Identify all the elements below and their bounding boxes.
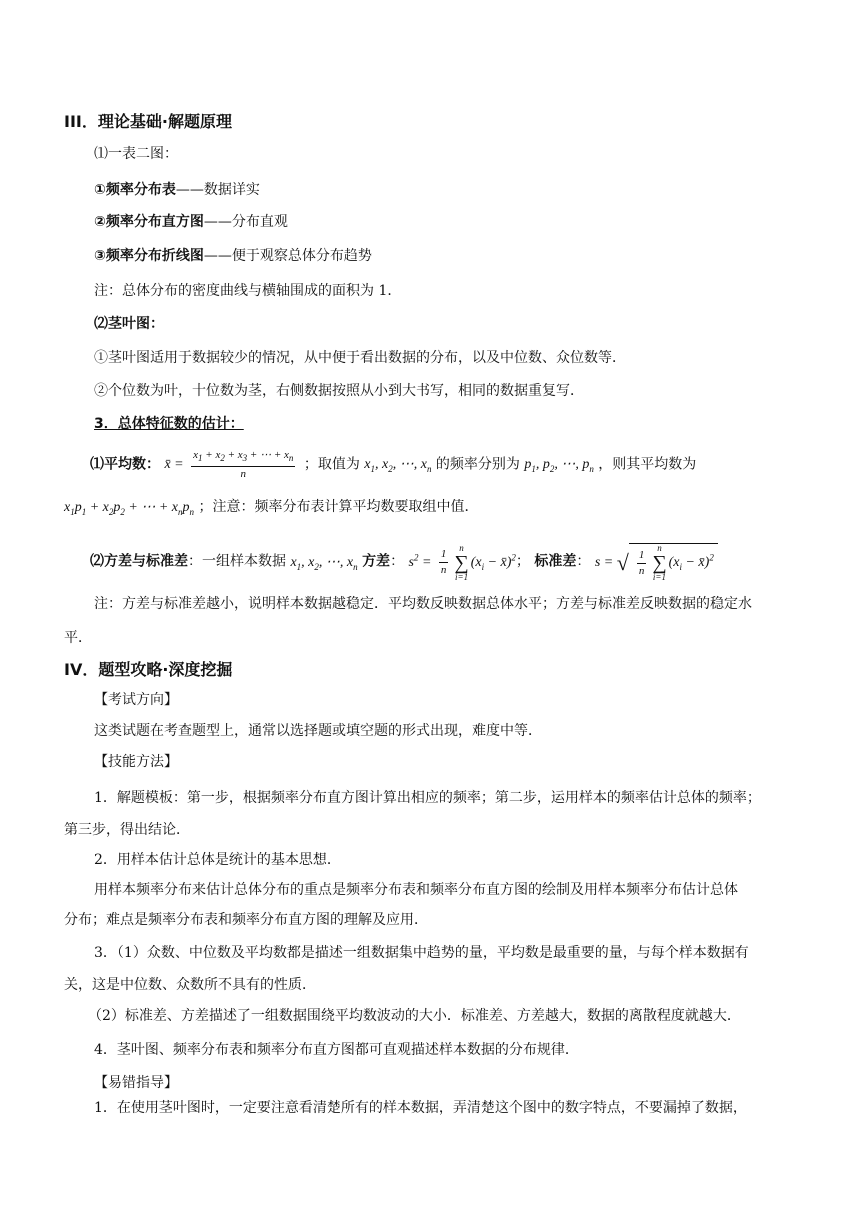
formula-mean: x̄ = $\frac{x_1 + x_2 + x_3 + \cdots + x_n}{n}$ [164,449,294,481]
note-density-curve: 注：总体分布的密度曲线与横轴围成的面积为 1． [94,283,402,299]
method-4-line-2: 关，这是中位数、众数所不具有的性质． [64,977,316,993]
method-1-line-1: 1．解题模板：第一步，根据频率分布直方图计算出相应的频率；第二步，运用样本的频率估计总体的频率； [94,790,761,806]
paragraph-histogram [94,212,288,232]
term-mean: ⑴平均数： [90,456,160,473]
paragraph-polygon [94,246,372,266]
term-polygon: ③频率分布折线图 [94,248,204,264]
formula-values: $x_1$, $x_2$, ⋯, $x_n$ [364,457,432,475]
paragraph-freq-table [94,180,260,200]
mean-text-1: ；取值为 [303,456,360,473]
paragraph-mean [90,448,696,482]
term-freq-table: ①频率分布表 [94,182,176,198]
paragraph-mean-cont [64,497,478,522]
method-4-line-1: 3．（1）众数、中位数及平均数都是描述一组数据集中趋势的量，平均数是最重要的量，与每个样本数据有 [94,945,749,961]
desc-polygon: ——便于观察总体分布趋势 [203,248,372,264]
note-variance-1: 注：方差与标准差越小，说明样本数据越稳定．平均数反映数据总体水平；方差与标准差反映数据的稳定水 [94,596,752,612]
paragraph-table-two-charts: ⑴一表二图： [94,146,178,162]
method-2: 2．用样本估计总体是统计的基本思想． [94,852,341,868]
term-variance-sd: ⑵方差与标准差 [90,553,188,570]
method-5: （2）标准差、方差描述了一组数据围绕平均数波动的大小．标准差、方差越大，数据的离散程度就越大． [88,1008,741,1024]
formula-weighted-sum: $x_1p_1 + x_2p_2$ + ⋯ + $x_np_n$ [64,500,194,517]
paragraph-variance: ⑵方差与标准差：一组样本数据 $x_1$, $x_2$, ⋯, $x_n$ 方差： $s^2$ = $\frac{1}{n}$ n ∑ $i=1(x_i$ − x̄)$^2$； 标准差： s = √ $\frac{1}{n}$ n ∑ $i=1(x_i$ − x̄)$^2$ [90,543,718,582]
mean-text-2: 的频率分别为 [435,456,520,473]
method-1-line-2: 第三步，得出结论． [64,822,190,838]
heading-error-guide: 【易错指导】 [94,1075,178,1091]
section-4-title: IV．题型攻略·深度挖掘 [64,660,233,679]
desc-freq-table: ——数据详实 [175,182,260,198]
subheading-feature-estimate: 3．总体特征数的估计： [94,416,244,432]
heading-skill-method: 【技能方法】 [94,754,178,770]
variance-text-1: ：一组样本数据 [188,553,286,570]
formula-sample: $x_1$, $x_2$, ⋯, $x_n$ [290,554,358,572]
text-exam-direction: 这类试题在考查题型上，通常以选择题或填空题的形式出现，难度中等． [94,723,542,739]
desc-histogram: ——分布直观 [203,214,288,230]
formula-variance: $s^2$ = $\frac{1}{n}$ n ∑ $i=1(x_i$ − x̄)$^2$ [408,542,516,582]
formula-sd: s = √ $\frac{1}{n}$ n ∑ $i=1(x_i$ − x̄)$^2$ [595,555,718,570]
paragraph-stem-leaf-2: ②个位数为叶，十位数为茎，右侧数据按照从小到大书写，相同的数据重复写． [94,383,584,399]
term-sd: 标准差 [534,553,577,570]
method-6: 4．茎叶图、频率分布表和频率分布直方图都可直观描述样本数据的分布规律． [94,1042,579,1058]
term-histogram: ②频率分布直方图 [94,214,204,230]
method-3-line-1: 用样本频率分布来估计总体分布的重点是频率分布表和频率分布直方图的绘制及用样本频率分布估计总体 [94,882,738,898]
section-3-title: III．理论基础·解题原理 [64,112,232,131]
formula-probabilities: $p_1$, $p_2$, ⋯, $p_n$ [524,457,594,475]
note-variance-2: 平． [64,630,92,646]
paragraph-stem-leaf-1: ①茎叶图适用于数据较少的情况，从中便于看出数据的分布，以及中位数、众位数等． [94,350,626,366]
paragraph-stem-leaf-title: ⑵茎叶图： [94,316,164,332]
error-guide-1: 1．在使用茎叶图时，一定要注意看清楚所有的样本数据，弄清楚这个图中的数字特点，不要漏掉了数据， [94,1100,747,1116]
heading-exam-direction: 【考试方向】 [94,692,178,708]
mean-text-4: ；注意：频率分布表计算平均数要取组中值． [198,499,479,515]
method-3-line-2: 分布；难点是频率分布表和频率分布直方图的理解及应用． [64,912,428,928]
mean-text-3: ，则其平均数为 [598,456,697,473]
term-variance: 方差 [362,553,391,570]
